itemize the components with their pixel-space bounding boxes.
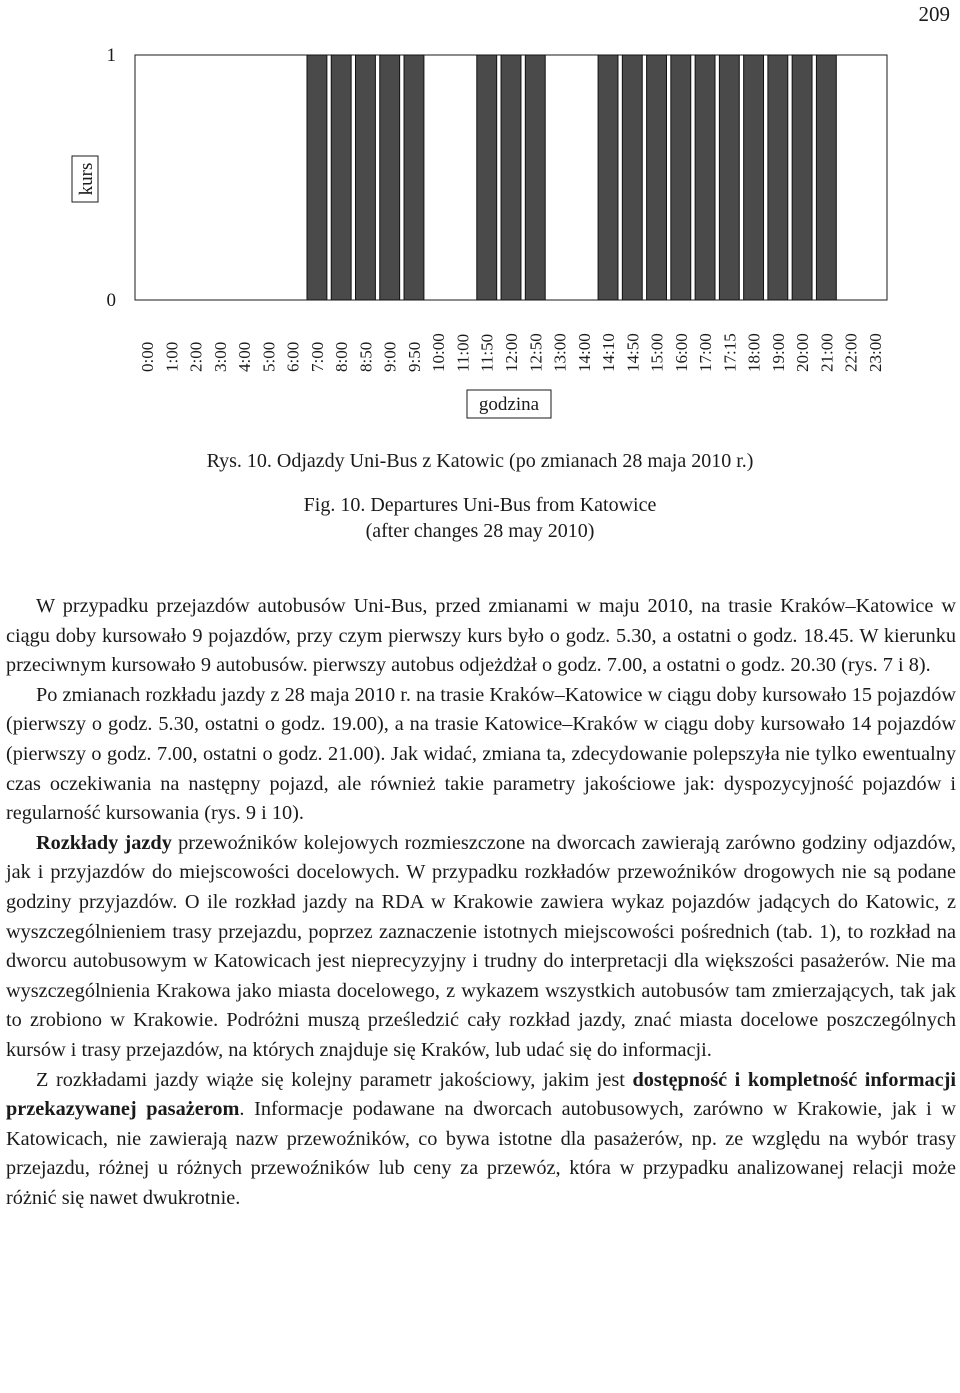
paragraph-3-text: przewoźników kolejowych rozmieszczone na dworcach zawierają zarówno godziny odjazdów, jak i przyjazdów do miejscowości docelowych. W przypadku rozkładów przewoźników drogowych nie są podane godziny przyjazdów. O ile rozkład jazdy na RDA w Krakowie zawiera wykaz pojazdów jadących do Katowic, z wyszczególnieniem trasy przejazdu, poprzez zaznaczenie istotnych miejscowości pośrednich (tab. 1), to rozkład na dworcu autobusowym w Katowicach jest nieprecyzyjny i trudny do interpretacji dla większości pasażerów. Nie ma wyszczególnienia Krakowa jako miasta docelowego, z wykazem wszystkich autobusów tam zmierzających, tak jak to zrobiono w Krakowie. Podróżni muszą prześledzić cały rozkład jazdy, znać miasta docelowe poszczególnych kursów i trasy przejazdów, na których znajduje się Kraków, lub udać się do informacji. (6, 831, 956, 1061)
paragraph-4 (6, 1066, 956, 1214)
figure-caption-en-line2: (after changes 28 may 2010) (365, 520, 595, 542)
page-number: 209 (918, 2, 950, 26)
y-tick-label: 0 (106, 290, 116, 311)
term-dostepnosc-informacji: dostępność i kompletność informacji przekazywanej pasażerom (6, 1068, 956, 1121)
x-tick-label: 12:50 (526, 333, 546, 372)
bar-19-00 (768, 55, 788, 300)
x-tick-label: 9:50 (404, 341, 424, 372)
x-tick-label: 5:00 (259, 341, 279, 372)
bar-8-00 (331, 55, 351, 300)
x-tick-label: 14:10 (599, 333, 619, 372)
bar-17-15 (719, 55, 739, 300)
bar-12-00 (501, 55, 521, 300)
bar-chart (0, 0, 960, 440)
paragraph-4-start: Z rozkładami jazdy wiąże się kolejny parametr jakościowy, jakim jest (36, 1068, 633, 1091)
x-axis-label-box (467, 390, 551, 418)
bar-15-00 (647, 55, 667, 300)
paragraph-1: W przypadku przejazdów autobusów Uni-Bus, przed zmianami w maju 2010, na trasie Kraków–Katowice w ciągu doby kursowało 9 pojazdów, przy czym pierwszy kurs było o godz. 5.30, a ostatni o godz. 18.45. W kierunku przeciwnym kursowało 9 autobusów. pierwszy autobus odjeżdżał o godz. 7.00, a ostatni o godz. 20.30 (rys. 7 i 8). (6, 595, 956, 677)
body-text (6, 592, 956, 1213)
bar-20-00 (792, 55, 812, 300)
x-tick-label: 8:00 (332, 341, 352, 372)
figure-caption-pl: Rys. 10. Odjazdy Uni-Bus z Katowic (po zmianach 28 maja 2010 r.) (206, 450, 754, 472)
term-rozklady-jazdy: Rozkłady jazdy (36, 831, 172, 854)
x-tick-label: 19:00 (768, 333, 788, 372)
x-tick-label: 4:00 (235, 341, 255, 372)
y-axis-label-box (72, 156, 98, 202)
x-tick-label: 13:00 (550, 333, 570, 372)
bar-8-50 (356, 55, 376, 300)
x-tick-label: 18:00 (744, 333, 764, 372)
x-tick-label: 8:50 (356, 341, 376, 372)
bar-9-00 (380, 55, 400, 300)
figure-caption-en-line1: Fig. 10. Departures Uni-Bus from Katowice (303, 494, 657, 516)
y-tick-label: 1 (106, 45, 116, 66)
x-tick-label: 11:50 (477, 333, 497, 372)
x-tick-label: 14:50 (623, 333, 643, 372)
x-tick-label: 2:00 (186, 341, 206, 372)
bar-14-50 (622, 55, 642, 300)
x-tick-label: 7:00 (307, 341, 327, 372)
x-tick-label: 1:00 (162, 341, 182, 372)
x-tick-label: 16:00 (671, 333, 691, 372)
x-axis-label: godzina (478, 394, 540, 415)
bar-14-10 (598, 55, 618, 300)
paragraph-2: Po zmianach rozkładu jazdy z 28 maja 2010 r. na trasie Kraków–Katowice w ciągu doby kursowało 15 pojazdów (pierwszy o godz. 5.30, ostatni o godz. 19.00), a na trasie Katowice–Kraków w ciągu doby kursowało 14 pojazdów (pierwszy o godz. 7.00, ostatni o godz. 21.00). Jak widać, zmiana ta, zdecydowanie polepszyła nie tylko ewentualny czas oczekiwania na następny pojazd, ale również takie parametry jakościowe jak: dyspozycyjność pojazdów i regularność kursowania (rys. 9 i 10). (6, 683, 956, 825)
bar-9-50 (404, 55, 424, 300)
x-tick-label: 23:00 (865, 333, 885, 372)
x-tick-label: 3:00 (210, 341, 230, 372)
bar-18-00 (744, 55, 764, 300)
x-tick-label: 11:00 (453, 333, 473, 372)
x-tick-label: 21:00 (817, 333, 837, 372)
x-tick-label: 9:00 (380, 341, 400, 372)
x-tick-label: 22:00 (841, 333, 861, 372)
bar-21-00 (816, 55, 836, 300)
bar-17-00 (695, 55, 715, 300)
bar-11-50 (477, 55, 497, 300)
x-tick-label: 10:00 (429, 333, 449, 372)
x-tick-label: 6:00 (283, 341, 303, 372)
bar-12-50 (525, 55, 545, 300)
x-tick-label: 12:00 (502, 333, 521, 372)
paragraph-4-text: . Informacje podawane na dworcach autobusowych, zarówno w Krakowie, jak i w Katowicach, nie zawierają nazw przewoźników, co bywa istotne dla pasażerów, np. ze względu na wybór trasy przejazdu, różnej u różnych przewoźników lub ceny za przewóz, która w przypadku analizowanej relacji może różnić się nawet dwukrotnie. (6, 1098, 956, 1209)
x-tick-label: 17:00 (696, 333, 716, 372)
y-axis-label: kurs (76, 162, 97, 196)
x-tick-label: 17:15 (720, 333, 740, 372)
x-tick-label: 0:00 (138, 341, 158, 372)
bar-7-00 (307, 55, 327, 300)
x-tick-label: 14:00 (574, 333, 594, 372)
paragraph-3 (6, 829, 956, 1066)
x-tick-label: 15:00 (647, 333, 667, 372)
bar-16-00 (671, 55, 691, 300)
x-tick-label: 20:00 (793, 333, 813, 372)
